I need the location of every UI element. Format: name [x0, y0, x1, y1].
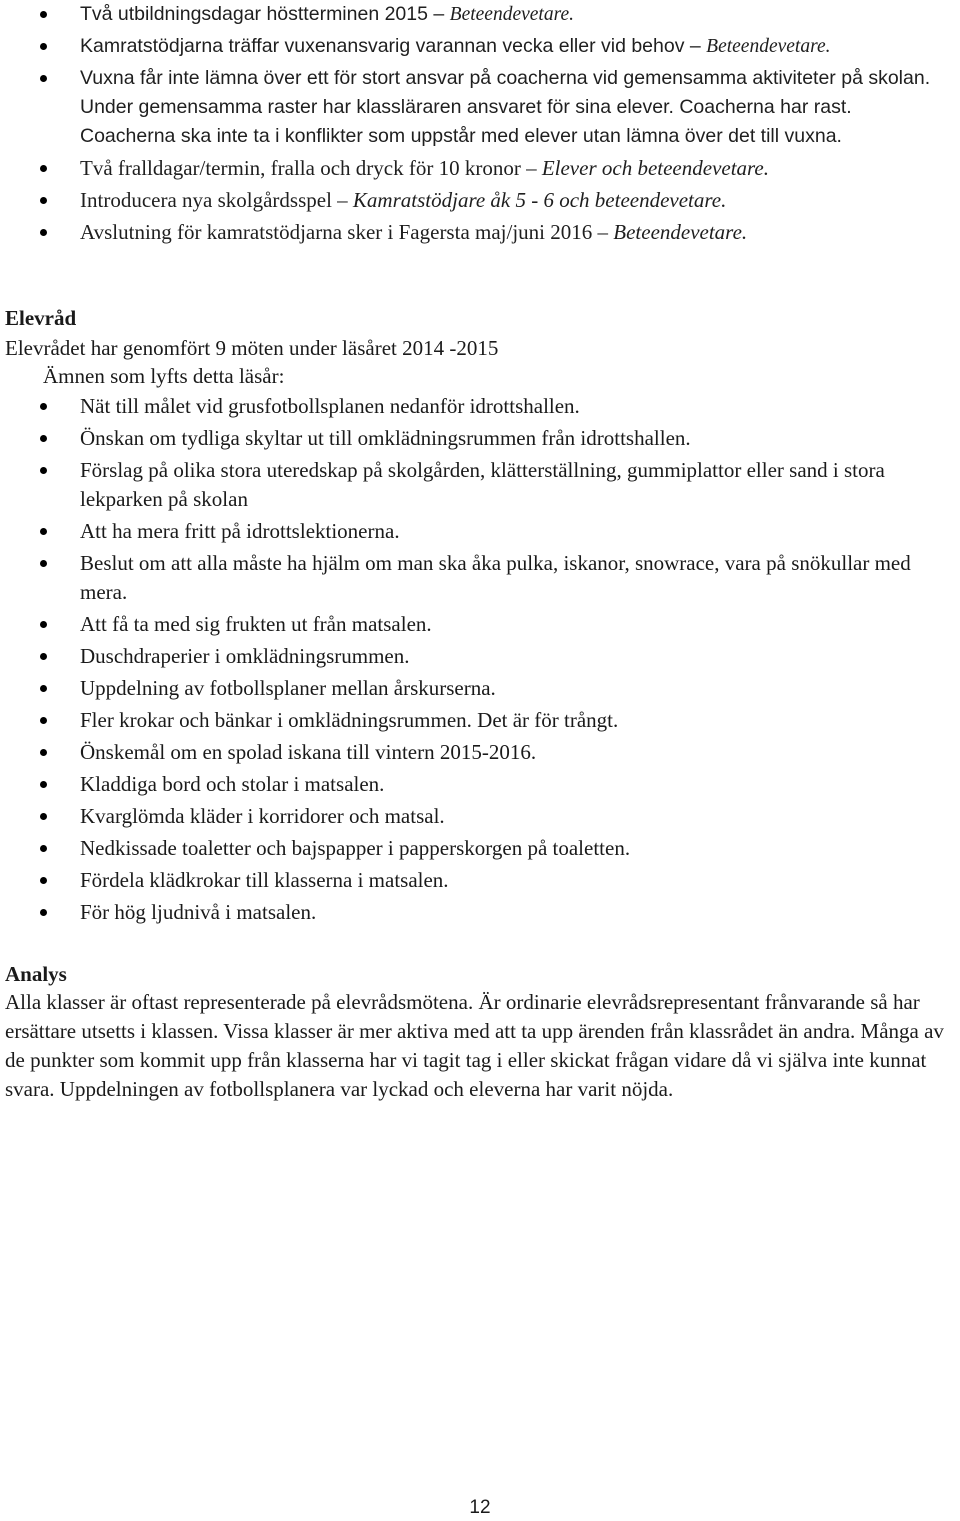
list-item [0, 456, 960, 514]
list-item-text: Förslag på olika stora uteredskap på skolgården, klätterställning, gummiplattor eller sand i stora lekparken på skolan [80, 458, 885, 511]
list-item [0, 674, 960, 703]
list-item [0, 154, 960, 183]
list-item-text: Introducera nya skolgårdsspel – [80, 188, 353, 212]
bullet-icon [40, 43, 47, 50]
bullet-icon [40, 75, 47, 82]
bullet-icon [40, 528, 47, 535]
list-item-text: Fler krokar och bänkar i omklädningsrummen. Det är för trångt. [80, 708, 619, 732]
elevrad-intro: Elevrådet har genomfört 9 möten under läsåret 2014 -2015 [5, 336, 499, 360]
bullet-icon [40, 653, 47, 660]
bullet-icon [40, 749, 47, 756]
list-item-attribution: Kamratstödjare åk 5 - 6 och beteendevetare. [352, 188, 727, 212]
list-item-text: För hög ljudnivå i matsalen. [80, 900, 317, 924]
list-item [0, 0, 960, 29]
list-item-text: Fördela klädkrokar till klasserna i matsalen. [80, 868, 449, 892]
list-item [0, 802, 960, 831]
list-item-text: Att få ta med sig frukten ut från matsalen. [80, 612, 432, 636]
list-item-text: Kvarglömda kläder i korridorer och matsal. [80, 804, 445, 828]
list-item [0, 32, 960, 61]
bullet-icon [40, 11, 47, 18]
list-item [0, 706, 960, 735]
bullet-icon [40, 467, 47, 474]
list-item [0, 770, 960, 799]
list-item-text: Beslut om att alla måste ha hjälm om man ska åka pulka, iskanor, snowrace, vara på snökullar med mera. [80, 551, 911, 604]
list-item-text: Att ha mera fritt på idrottslektionerna. [80, 519, 400, 543]
list-item [0, 834, 960, 863]
list-item [0, 517, 960, 546]
list-item-attribution: Elever och beteendevetare. [541, 156, 770, 180]
list-item [0, 866, 960, 895]
list-item [0, 549, 960, 607]
list-item-text: Avslutning för kamratstödjarna sker i Fagersta maj/juni 2016 – [80, 220, 614, 244]
elevrad-topics-list [0, 392, 960, 930]
analys-paragraph: Alla klasser är oftast representerade på elevrådsmötena. Är ordinarie elevrådsrepresentant frånvarande så har ersättare utsetts i klassen. Vissa klasser är mer aktiva med att ta upp ärenden från klassrådet än andra. Många av de punkter som kommit upp från klasserna har vi tagit tag i eller skickat frågan vidare då vi själva inte kunnat svara. Uppdelningen av fotbollsplanera var lyckad och eleverna har varit nöjda. [5, 990, 944, 1101]
list-item-text: Nedkissade toaletter och bajspapper i papperskorgen på toaletten. [80, 836, 631, 860]
list-item-attribution: Beteendevetare. [706, 36, 831, 57]
list-item-attribution: Beteendevetare. [449, 4, 574, 25]
bullet-icon [40, 435, 47, 442]
list-item-text: Önskan om tydliga skyltar ut till omklädningsrummen från idrottshallen. [80, 426, 691, 450]
bullet-icon [40, 909, 47, 916]
list-item-text: Kladdiga bord och stolar i matsalen. [80, 772, 385, 796]
list-item-text: Två utbildningsdagar höstterminen 2015 – [80, 3, 450, 25]
list-item [0, 738, 960, 767]
list-item [0, 186, 960, 215]
list-item [0, 218, 960, 247]
bullet-icon [40, 165, 47, 172]
bullet-icon [40, 845, 47, 852]
list-item [0, 642, 960, 671]
bullet-icon [40, 403, 47, 410]
list-item-text: Kamratstödjarna träffar vuxenansvarig varannan vecka eller vid behov – [80, 35, 707, 57]
list-item-text: Uppdelning av fotbollsplaner mellan årskurserna. [80, 676, 496, 700]
list-item [0, 898, 960, 927]
list-item-text: Vuxna får inte lämna över ett för stort ansvar på coacherna vid gemensamma aktiviteter på skolan. Under gemensamma raster har klassläraren ansvaret för sina elever. Coacherna har rast. Coacherna ska inte ta i konflikter som uppstår med elever utan lämna över det till vuxna. [80, 67, 931, 147]
list-item [0, 64, 960, 151]
list-item-text: Två fralldagar/termin, fralla och dryck för 10 kronor – [80, 156, 542, 180]
page-number: 12 [469, 1497, 491, 1518]
list-item [0, 610, 960, 639]
list-item-attribution: Beteendevetare. [613, 220, 748, 244]
list-item [0, 424, 960, 453]
analys-heading: Analys [5, 962, 67, 986]
bullet-icon [40, 621, 47, 628]
bullet-icon [40, 877, 47, 884]
bullet-icon [40, 560, 47, 567]
list-item [0, 392, 960, 421]
list-item-text: Duschdraperier i omklädningsrummen. [80, 644, 410, 668]
elevrad-subintro: Ämnen som lyfts detta läsår: [43, 364, 285, 388]
list-item-text: Önskemål om en spolad iskana till vintern 2015-2016. [80, 740, 537, 764]
bullet-icon [40, 717, 47, 724]
bullet-icon [40, 685, 47, 692]
bullet-icon [40, 197, 47, 204]
kamratstod-list [0, 0, 960, 250]
bullet-icon [40, 229, 47, 236]
elevrad-heading: Elevråd [5, 306, 77, 330]
list-item-text: Nät till målet vid grusfotbollsplanen nedanför idrottshallen. [80, 394, 580, 418]
bullet-icon [40, 813, 47, 820]
bullet-icon [40, 781, 47, 788]
